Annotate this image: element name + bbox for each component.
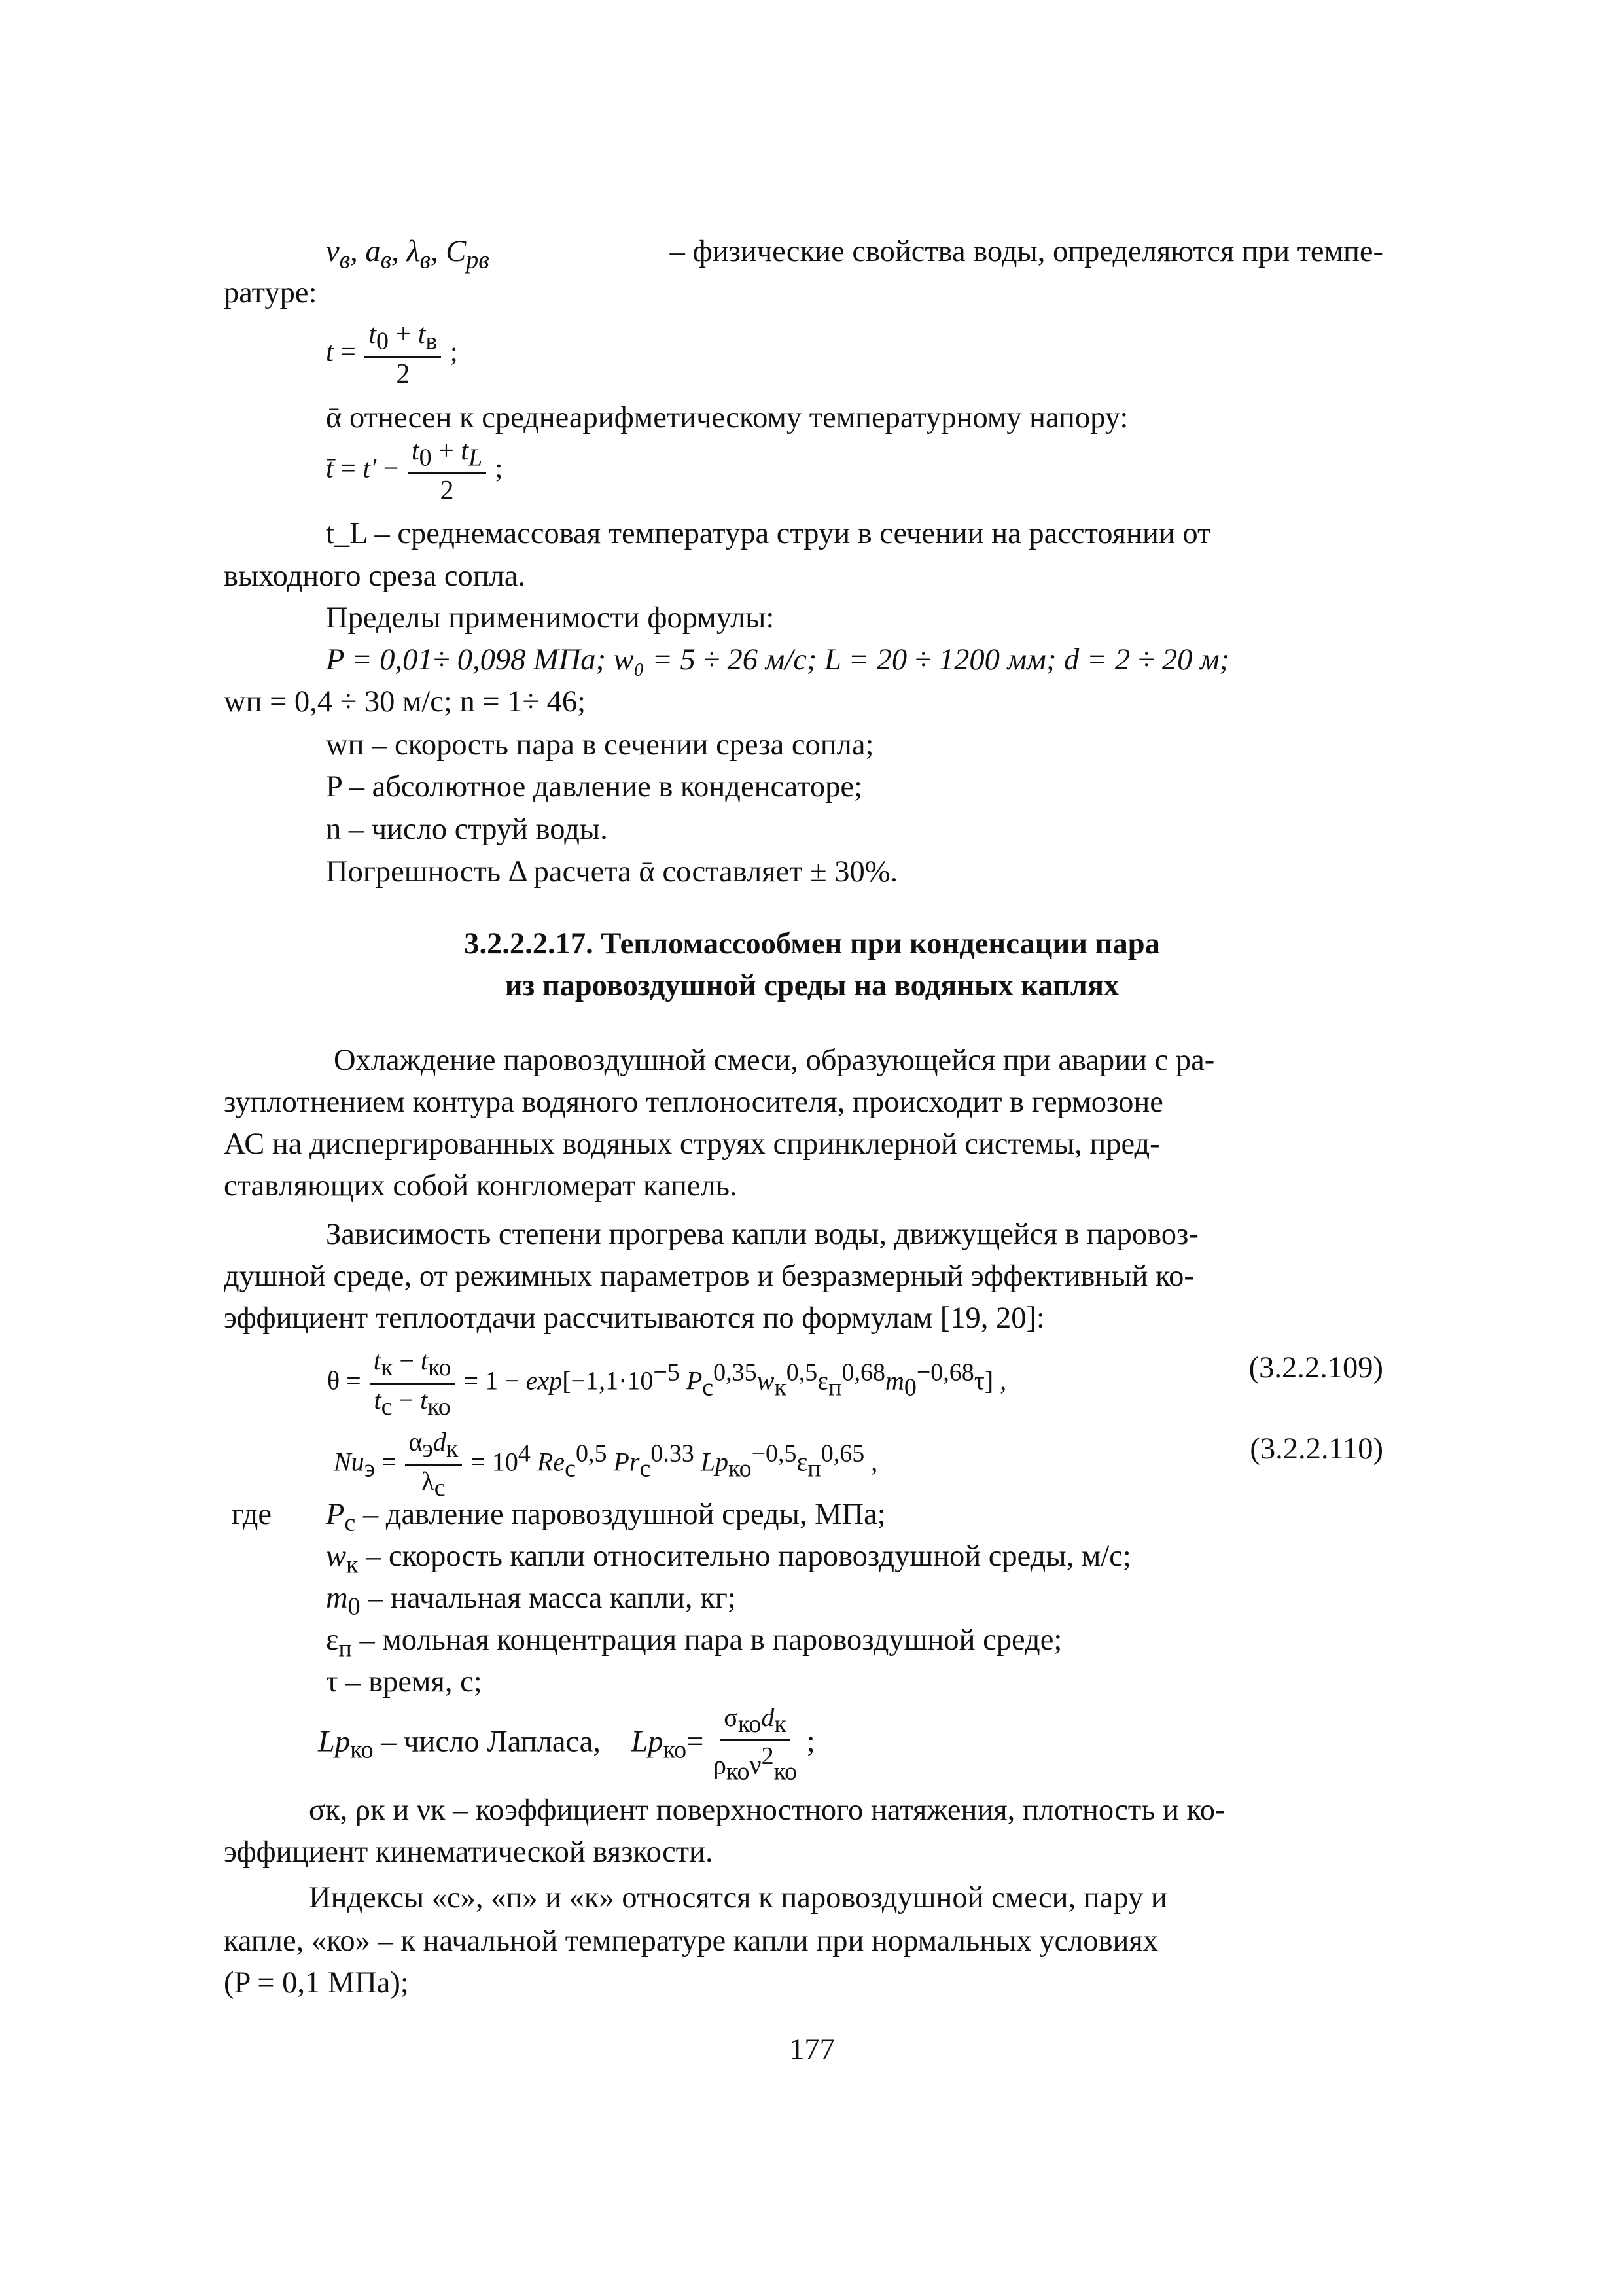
where-item-ep: $\varepsilon_п$ – мольная концентрация пара в паровоздушной среде;: [326, 1623, 1063, 1663]
intro-line-1: [326, 237, 1383, 272]
symbols-water-properties: $\nu_в$, $a_в$, $\lambda_в$, $C_{рв}$: [326, 235, 489, 274]
intro-line-2: ратуре:: [224, 276, 317, 309]
where-label: где: [232, 1498, 272, 1531]
para1-line-2: [224, 1087, 1383, 1118]
para4-text-2: капле, «ко» – к начальной температуре капли при нормальных условиях: [224, 1924, 1159, 1958]
where-item-laplace: $Lp_{ко}$ – число Лапласа, $Lp_{ко}=$ $\frac{\sigma_{ко}d_к}{\rho_{ко}\nu^2_{ко}}$ ;: [318, 1703, 815, 1786]
limits-line-1: [326, 645, 1383, 676]
para4-line-1: [309, 1883, 1383, 1914]
section-title-line-1: 3.2.2.2.17. Тепломассообмен при конденсации пара: [464, 927, 1160, 961]
para1-line-1: [334, 1046, 1383, 1076]
para3-line-2: эффициент кинематической вязкости.: [224, 1835, 713, 1869]
alpha-line: ᾱ отнесен к среднеарифметическому температурному напору:: [326, 401, 1129, 434]
intro-line-1-text: – физические свойства воды, определяются при темпе-: [669, 235, 1383, 268]
limits-line-2: wп = 0,4 ÷ 30 м/с; n = 1÷ 46;: [224, 685, 586, 718]
equation-3-2-2-109: θ = $\frac{t_к - t_{ко}}{t_с - t_{ко}}$ = $1 - \exp[-1,1\cdot 10^{-5}$ $P_с^{0,35}w_к^{0,5}\varepsilon_п^{0,68}m_0^{-0,68}\tau$] , (3.2.2.109): [327, 1346, 1383, 1421]
where-item-pc: $P_с$ – давление паровоздушной среды, МПа;: [326, 1498, 886, 1537]
para2-text-1: Зависимость степени прогрева капли воды, движущейся в паровоз-: [326, 1218, 1199, 1251]
para1-line-4: ставляющих собой конгломерат капель.: [224, 1169, 737, 1203]
para1-text-3: АС на диспергированных водяных струях спринклерной системы, пред-: [224, 1127, 1160, 1161]
limits-title: Пределы применимости формулы:: [326, 601, 775, 635]
para2-line-2: [224, 1262, 1383, 1292]
page-number: 177: [789, 2033, 835, 2066]
eq2-number: (3.2.2.110): [1250, 1432, 1383, 1466]
para2-line-3: эффициент теплоотдачи рассчитываются по формулам [19, 20]:: [224, 1301, 1045, 1335]
para3-line-1: [309, 1795, 1383, 1826]
section-title-line-2: из паровоздушной среды на водяных каплях: [504, 969, 1120, 1002]
para1-text-2: зуплотнением контура водяного теплоносителя, происходит в гермозоне: [224, 1086, 1163, 1119]
para4-line-3: (P = 0,1 МПа);: [224, 1966, 409, 2000]
tl-line-2: выходного среза сопла.: [224, 559, 526, 593]
def-n: n – число струй воды.: [326, 813, 608, 846]
where-item-m0: $m_0$ – начальная масса капли, кг;: [326, 1581, 736, 1621]
def-wp: wп – скорость пара в сечении среза сопла;: [326, 728, 874, 762]
para3-text-1: σк, ρк и νк – коэффициент поверхностного натяжения, плотность и ко-: [309, 1793, 1226, 1827]
para4-line-2: [224, 1926, 1383, 1957]
eq1-number: (3.2.2.109): [1248, 1351, 1383, 1385]
where-item-wk: $w_к$ – скорость капли относительно паровоздушной среды, м/с;: [326, 1540, 1131, 1579]
tl-line-1: [326, 519, 1383, 550]
def-p: P – абсолютное давление в конденсаторе;: [326, 770, 862, 804]
para2-text-2: душной среде, от режимных параметров и безразмерный эффективный ко-: [224, 1260, 1194, 1293]
where-item-tau: τ – время, с;: [326, 1665, 482, 1699]
tl-line-1-text: t_L – среднемассовая температура струи в сечении на расстоянии от: [326, 517, 1211, 550]
para4-text-1: Индексы «с», «п» и «к» относятся к паровоздушной смеси, пару и: [309, 1881, 1167, 1915]
para1-line-3: [224, 1129, 1383, 1160]
formula-tbar: t̄ = t′ − $\frac{t_0 + t_L}{2}$ ;: [326, 436, 503, 506]
para2-line-1: [326, 1220, 1383, 1250]
formula-t: t = $\frac{t_0 + t_в}{2}$ ;: [326, 319, 458, 390]
error-line: Погрешность Δ расчета ᾱ составляет ± 30%.: [326, 855, 898, 889]
equation-3-2-2-110: $Nu_э$ = $\frac{\alpha_эd_к}{\lambda_с}$ = $10^4$ $Re_с^{0,5}$ $Pr_с^{0.33}$ $Lp_{ко}^{-0,5}\varepsilon_п^{0,65}$ , (3.2.2.110): [334, 1427, 1383, 1502]
para1-text-1: Охлаждение паровоздушной смеси, образующейся при аварии с ра-: [334, 1044, 1215, 1077]
limits-line-1-text: P = 0,01÷ 0,098 МПа; w₀ = 5 ÷ 26 м/с; L = 20 ÷ 1200 мм; d = 2 ÷ 20 м;: [326, 643, 1230, 677]
